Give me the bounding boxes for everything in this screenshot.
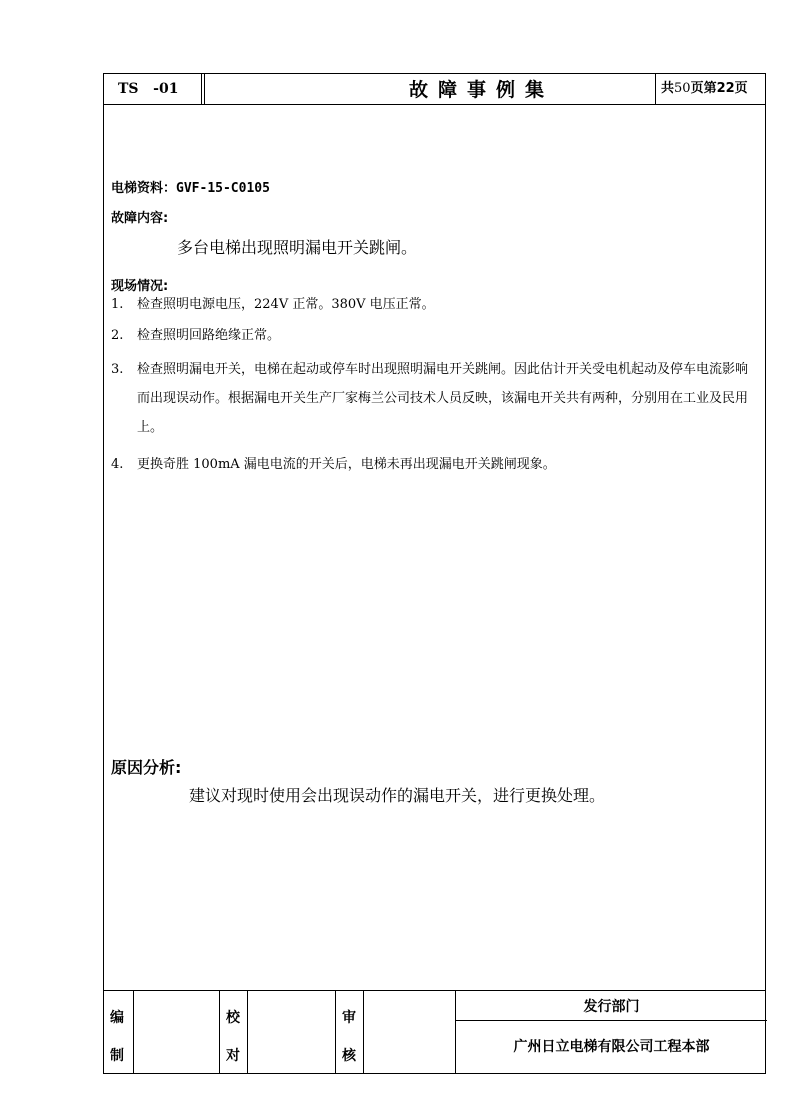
site-item-4 [111, 450, 759, 479]
site-label: 现场情况: [111, 279, 169, 294]
page-total: 50 [674, 81, 691, 96]
reviewer-label-bottom: 核 [342, 1048, 356, 1064]
site-item-2 [111, 321, 759, 350]
site-item-4-number: 4. [111, 457, 124, 472]
elevator-info-label: 电梯资料： [111, 181, 177, 196]
header-row [104, 74, 765, 105]
site-item-4-text: 更换奇胜 100mA 漏电电流的开关后，电梯未再出现漏电开关跳闸现象。 [137, 457, 556, 472]
editor-label-bottom: 制 [110, 1048, 124, 1064]
document-frame [103, 73, 766, 1074]
elevator-info-value: GVF-15-C0105 [176, 181, 270, 196]
document-title: 故障事例集 [408, 79, 554, 101]
document-code: TS -01 [104, 74, 202, 104]
cause-text: 建议对现时使用会出现误动作的漏电开关，进行更换处理。 [189, 786, 606, 805]
elevator-info [111, 177, 270, 196]
site-item-1 [111, 290, 759, 319]
page-suffix: 页 [734, 81, 748, 96]
checker-label-cell [220, 991, 248, 1073]
editor-label-top: 编 [110, 1010, 124, 1026]
dept-name: 广州日立电梯有限公司工程本部 [513, 1039, 710, 1055]
dept-label: 发行部门 [456, 991, 767, 1021]
fault-text: 多台电梯出现照明漏电开关跳闸。 [177, 238, 418, 257]
editor-label-cell [104, 991, 134, 1073]
page-indicator [655, 74, 765, 104]
site-item-1-number: 1. [111, 297, 124, 312]
checker-label-bottom: 对 [226, 1048, 240, 1064]
reviewer-signature-cell [364, 991, 456, 1073]
site-item-3-number: 3. [111, 362, 124, 377]
editor-signature-cell [134, 991, 220, 1073]
site-item-1-text: 检查照明电源电压，224V 正常。380V 电压正常。 [137, 297, 435, 312]
page-current: 22 [716, 81, 735, 96]
site-item-2-number: 2. [111, 328, 124, 343]
checker-label-top: 校 [226, 1010, 240, 1026]
site-item-2-text: 检查照明回路绝缘正常。 [137, 328, 281, 343]
reviewer-label-cell [336, 991, 364, 1073]
fault-label: 故障内容: [111, 211, 169, 226]
page-prefix: 共 [661, 81, 675, 96]
signature-footer [104, 990, 765, 1073]
reviewer-label-top: 审 [342, 1010, 356, 1026]
site-item-3-text: 检查照明漏电开关，电梯在起动或停车时出现照明漏电开关跳闸。因此估计开关受电机起动及停车电流影响而出现误动作。根据漏电开关生产厂家梅兰公司技术人员反映，该漏电开关共有两种，分别用在工业及民用上。 [137, 362, 749, 435]
checker-signature-cell [248, 991, 336, 1073]
cause-label: 原因分析: [111, 758, 182, 777]
page-mid: 页第 [690, 81, 717, 96]
site-item-3 [111, 355, 759, 442]
